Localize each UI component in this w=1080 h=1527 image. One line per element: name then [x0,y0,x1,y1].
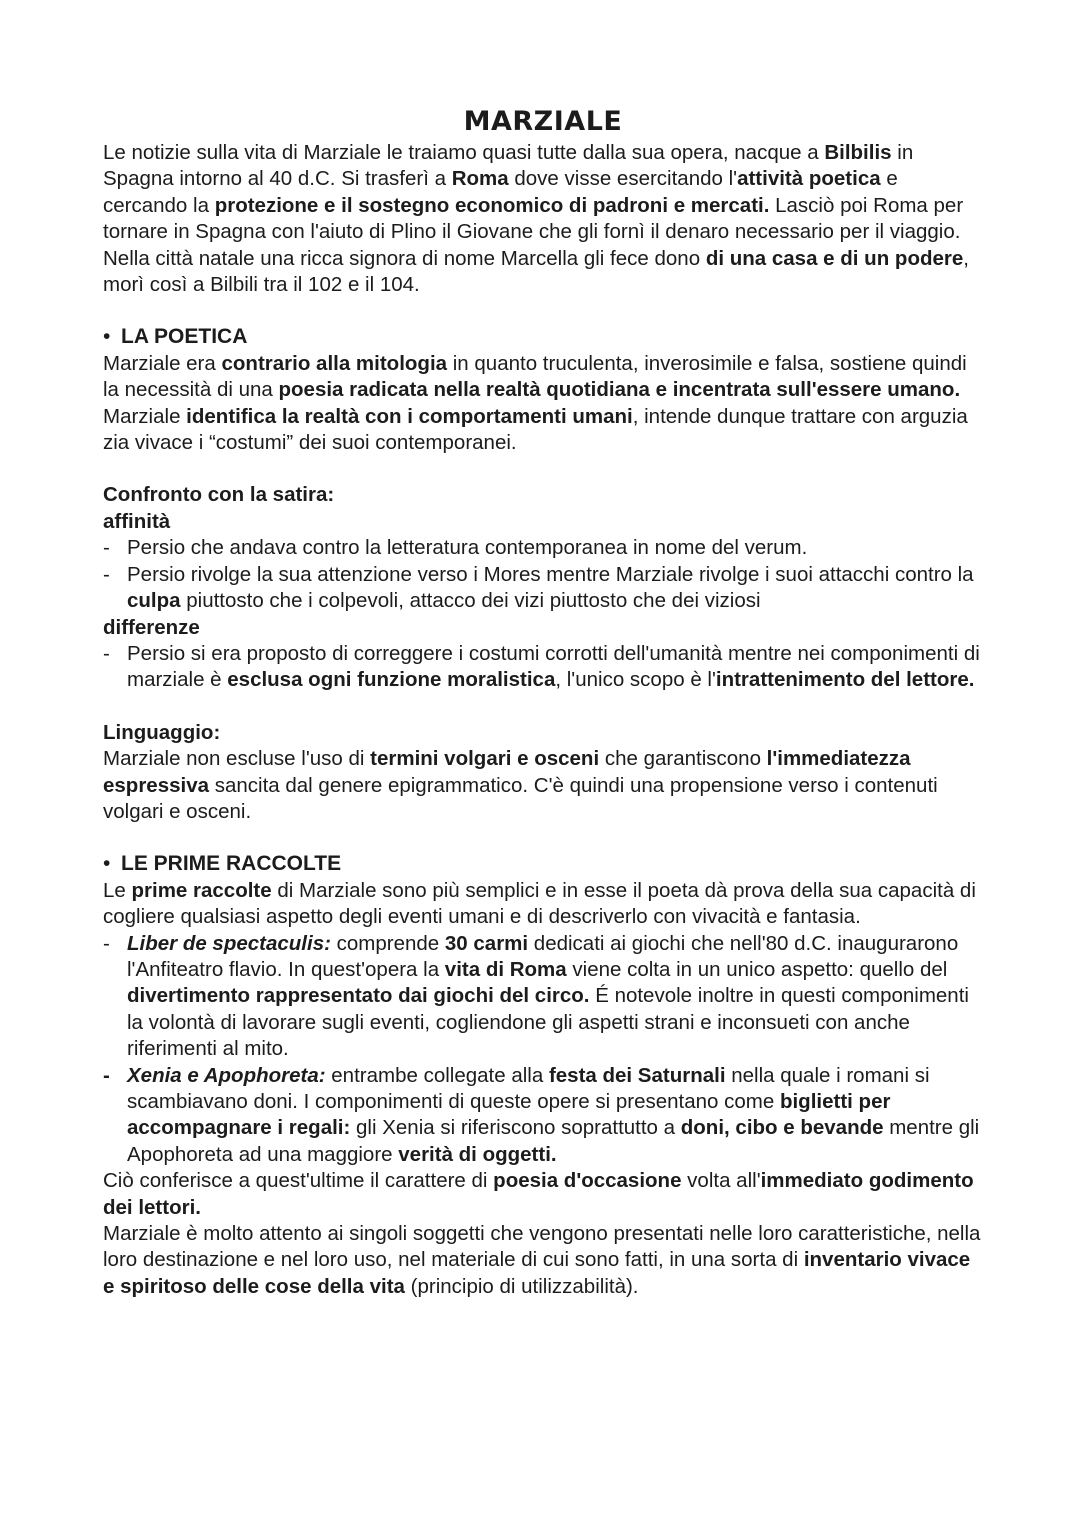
text-run: in quanto truculenta, inverosimile e falsa, sostiene quindi la necessità di una [103,351,967,402]
dash-icon: - [103,536,110,560]
bold-text: Xenia e Apophoreta: [127,1063,326,1087]
bold-text: culpa [127,589,181,613]
section-heading-raccolte [103,851,983,877]
raccolte-final-paragraph [103,1221,983,1300]
list-item [103,562,983,615]
confronto-heading: Confronto con la satira: [103,483,335,507]
text-run: Marziale [103,404,187,428]
text-run: in Spagna intorno al 40 d.C. Si trasferì a [103,141,914,191]
text-run: entrambe collegate alla [325,1063,549,1087]
document-page [103,104,983,1300]
linguaggio-paragraph [103,746,983,825]
bullet-icon: • [103,325,111,349]
differenze-label: differenze [103,615,200,639]
text-run: e cercando la [103,167,898,217]
section-heading-label: LA POETICA [121,325,248,349]
text-run: Marziale era [103,351,222,375]
spacer [103,298,983,324]
affinita-label: affinità [103,509,171,533]
bold-text: protezione e il sostegno economico di padroni e mercati. [214,193,770,217]
bold-text: festa dei Saturnali [548,1063,726,1087]
poetica-paragraph [103,351,983,457]
bold-text: termini volgari e osceni [370,747,600,771]
bold-text: Bilbilis [824,141,892,164]
text-run: Ciò conferisce a quest'ultime il carattere di [103,1169,494,1193]
intro-paragraph [103,140,983,298]
bold-text: verità di oggetti. [398,1142,557,1166]
bold-text: Liber de spectaculis: [127,931,331,955]
text-run: Persio che andava contro la letteratura contemporanea in nome del verum. [127,536,808,560]
text-run: Le notizie sulla vita di Marziale le traiamo quasi tutte dalla sua opera, nacque a [103,141,825,164]
section-heading-label: LE PRIME RACCOLTE [121,852,342,876]
text-run: volta all' [681,1169,761,1193]
dash-icon: - [103,1063,110,1087]
text-run: gli Xenia si riferiscono soprattutto a [350,1116,681,1140]
bold-text: divertimento rappresentato dai giochi del circo. [127,984,590,1008]
text-run: sancita dal genere epigrammatico. C'è quindi una propensione verso i contenuti volgari e osceni. [103,773,938,823]
text-run: di Marziale sono più semplici e in esse il poeta dà prova della sua capacità di cogliere qualsiasi aspetto degli eventi umani e di descriverlo con vivacità e fantasia. [103,878,976,929]
bold-text: contrario alla mitologia [221,351,448,375]
bold-text: esclusa ogni funzione moralistica [227,668,556,692]
bold-text: identifica la realtà con i comportamenti umani [186,404,633,428]
bullet-icon: • [103,852,111,876]
bold-text: poesia d'occasione [493,1169,682,1193]
bold-text: vita di Roma [444,957,567,981]
list-item [103,641,983,694]
text-run: che garantiscono [599,747,767,771]
bold-text: biglietti per accompagnare i regali: [127,1090,891,1140]
list-item [103,535,983,561]
text-run: , l'unico scopo è l' [555,668,716,692]
text-run: viene colta in un unico aspetto: quello del [566,957,948,981]
text-run: Marziale è molto attento ai singoli soggetti che vengono presentati nelle loro caratteristiche, nella loro destinazione e nel loro uso, nel materiale di cui sono fatti, in una sorta di [103,1222,981,1272]
list-item [103,931,983,1063]
text-run: dove visse esercitando l' [508,167,738,191]
text-run: dedicati ai giochi che nell'80 d.C. inaugurarono l'Anfiteatro flavio. In quest'opera la [127,931,959,981]
spacer [103,456,983,482]
text-run: Persio rivolge la sua attenzione verso i Mores mentre Marziale rivolge i suoi attacchi contro la [127,562,974,586]
text-run: nella quale i romani si scambiavano doni. I componimenti di queste opere si presentano come [127,1063,930,1113]
spacer [103,825,983,851]
text-run: (principio di utilizzabilità). [404,1274,639,1298]
bold-text: intrattenimento del lettore. [715,668,975,692]
text-run: Persio si era proposto di correggere i costumi corrotti dell'umanità mentre nei componimenti di marziale è [127,641,980,692]
text-run: piuttosto che i colpevoli, attacco dei vizi piuttosto che dei viziosi [180,589,761,613]
bold-text: doni, cibo e bevande [680,1116,884,1140]
bold-text: poesia radicata nella realtà quotidiana e incentrata sull'essere umano. [278,378,961,402]
text-run: mentre gli Apophoreta ad una maggiore [127,1116,980,1166]
raccolte-intro-paragraph [103,878,983,931]
text-run: É notevole inoltre in questi componimenti la volontà di lavorare sugli eventi, cogliendone gli aspetti strani e inconsueti con anche riferimenti al mito. [127,984,969,1061]
raccolte-after-paragraph [103,1168,983,1221]
bold-text: Roma [451,167,509,191]
bold-text: inventario vivace e spiritoso delle cose della vita [103,1248,971,1298]
section-heading-poetica [103,324,983,350]
text-run: Le [103,878,132,902]
dash-icon: - [103,931,110,955]
differenze-list [103,641,983,694]
text-run: Lasciò poi Roma per tornare in Spagna con l'aiuto di Plino il Giovane che gli fornì il denaro necessario per il viaggio. Nella città natale una ricca signora di nome Marcella gli fece dono [103,193,964,270]
bold-text: prime raccolte [131,878,272,902]
page-title: MARZIALE [463,106,623,137]
bold-text: di una casa e di un podere [705,246,964,270]
affinita-list [103,535,983,614]
linguaggio-heading: Linguaggio: [103,720,221,744]
text-run: comprende [330,931,445,955]
dash-icon: - [103,562,110,586]
list-item [103,1063,983,1169]
text-run: , morì così a Bilbili tra il 102 e il 104. [103,246,969,297]
bold-text: attività poetica [737,167,881,191]
dash-icon: - [103,641,110,665]
bold-text: immediato godimento dei lettori. [103,1169,974,1219]
spacer [103,694,983,720]
raccolte-list [103,931,983,1169]
text-run: , intende dunque trattare con arguzia zia vivace i “costumi” dei suoi contemporanei. [103,404,968,455]
bold-text: 30 carmi [444,931,529,955]
bold-text: l'immediatezza espressiva [103,747,911,797]
text-run: Marziale non escluse l'uso di [103,747,371,771]
